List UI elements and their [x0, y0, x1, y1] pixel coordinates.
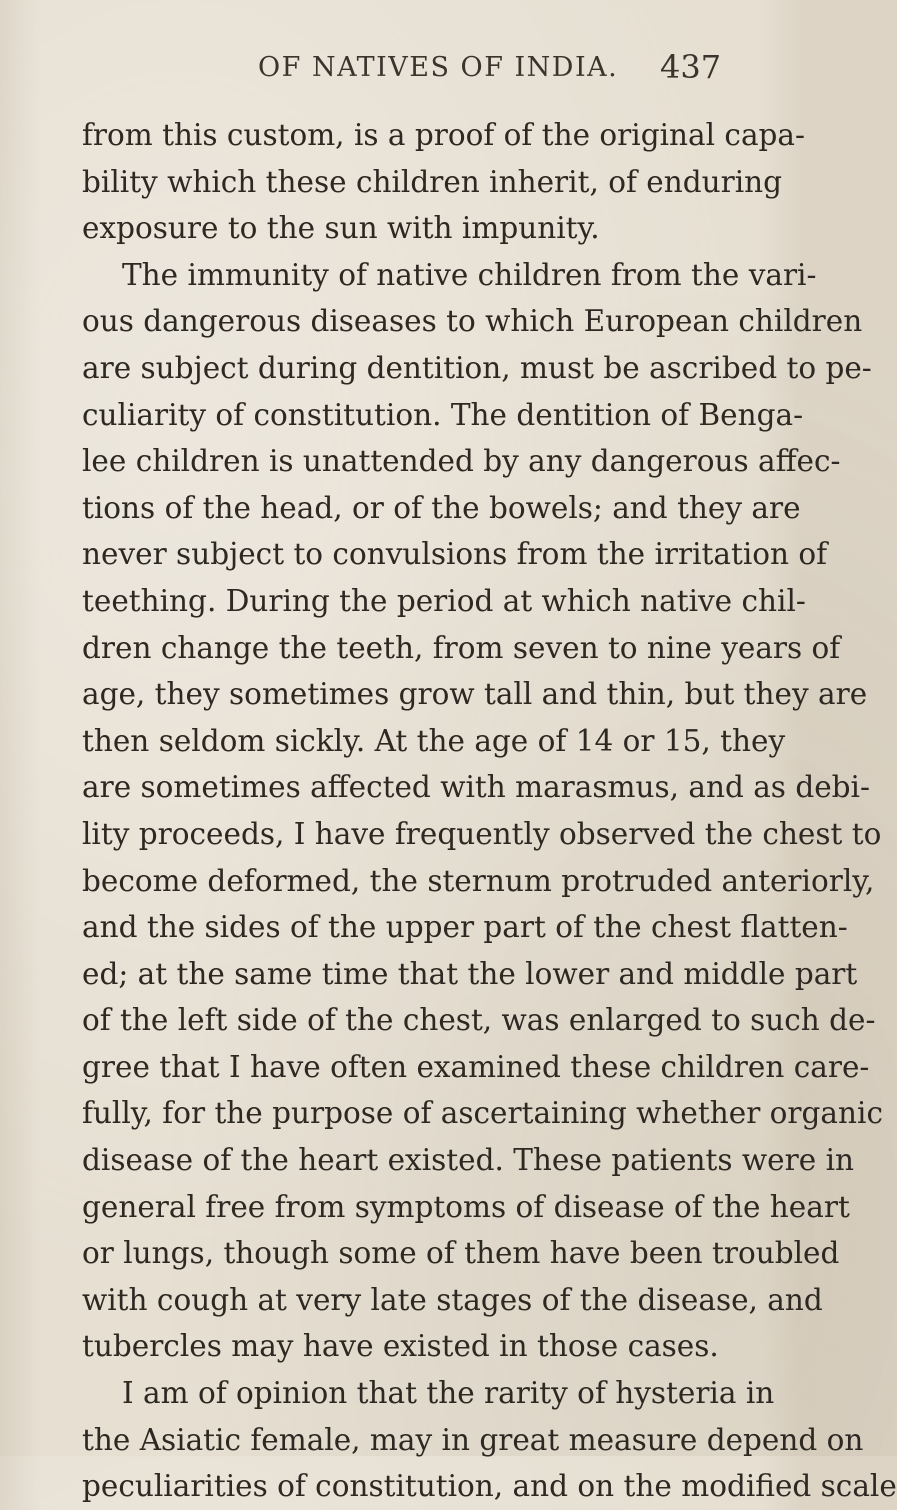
- text-line: peculiarities of constitution, and on the modified scale: [82, 1469, 897, 1504]
- text-line: teething. During the period at which native chil-: [82, 583, 806, 618]
- text-line: tubercles may have existed in those cases.: [82, 1329, 719, 1364]
- text-line: from this custom, is a proof of the original capa-: [82, 118, 805, 152]
- text-line: fully, for the purpose of ascertaining whether organic: [82, 1096, 883, 1131]
- text-line: of the left side of the chest, was enlarged to such de-: [82, 1003, 876, 1038]
- text-line: lity proceeds, I have frequently observed the chest to: [82, 816, 882, 851]
- page-number: 437: [660, 48, 722, 86]
- text-line: then seldom sickly. At the age of 14 or 15, they: [82, 723, 786, 758]
- text-line: I am of opinion that the rarity of hysteria in: [122, 1376, 775, 1411]
- text-line: or lungs, though some of them have been troubled: [82, 1236, 840, 1271]
- text-line: become deformed, the sternum protruded anteriorly,: [82, 863, 875, 898]
- text-line: the Asiatic female, may in great measure depend on: [82, 1422, 864, 1457]
- running-head: [0, 48, 800, 92]
- text-line: lee children is unattended by any dangerous affec-: [82, 444, 841, 479]
- text-line: disease of the heart existed. These patients were in: [82, 1143, 854, 1178]
- text-line: The immunity of native children from the vari-: [122, 257, 817, 292]
- text-line: tions of the head, or of the bowels; and they are: [82, 490, 801, 525]
- text-line: general free from symptoms of disease of the heart: [82, 1189, 850, 1224]
- text-line: ed; at the same time that the lower and middle part: [82, 956, 858, 991]
- text-line: are subject during dentition, must be ascribed to pe-: [82, 350, 872, 385]
- text-line: gree that I have often examined these children care-: [82, 1049, 870, 1084]
- text-line: and the sides of the upper part of the chest flatten-: [82, 910, 848, 945]
- text-line: culiarity of constitution. The dentition of Benga-: [82, 397, 804, 432]
- body-text: [82, 112, 897, 1510]
- running-title: OF NATIVES OF INDIA.: [258, 52, 619, 83]
- text-line: bility which these children inherit, of enduring: [82, 164, 783, 199]
- text-line: exposure to the sun with impunity.: [82, 211, 600, 246]
- text-line: with cough at very late stages of the disease, and: [82, 1282, 823, 1317]
- text-line: age, they sometimes grow tall and thin, but they are: [82, 677, 868, 712]
- text-line: never subject to convulsions from the irritation of: [82, 537, 828, 572]
- text-line: dren change the teeth, from seven to nine years of: [82, 630, 841, 665]
- text-line: are sometimes affected with marasmus, and as debi-: [82, 770, 870, 805]
- text-line: ous dangerous diseases to which European children: [82, 304, 863, 339]
